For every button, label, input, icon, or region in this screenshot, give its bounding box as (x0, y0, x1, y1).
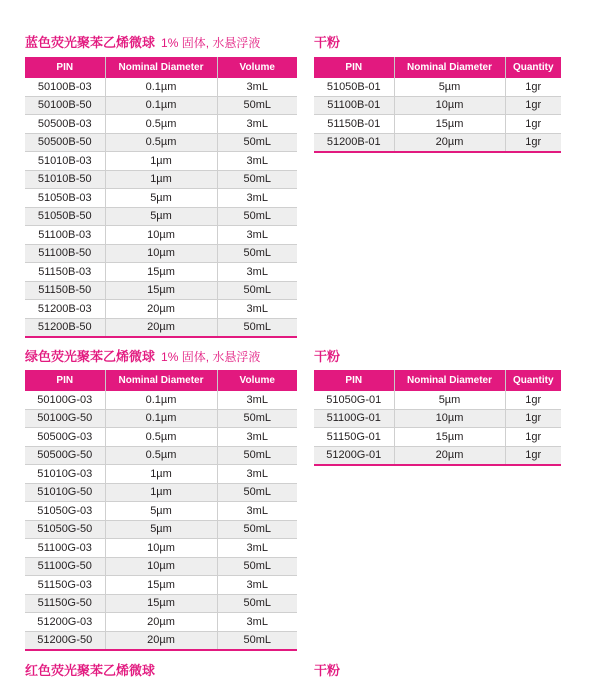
pin-cell: 51100B-03 (25, 226, 105, 245)
amount-cell: 3mL (217, 428, 297, 447)
amount-cell: 3mL (217, 539, 297, 558)
amount-cell: 50mL (217, 244, 297, 263)
column-header: Volume (217, 370, 297, 391)
pin-cell: 51100B-50 (25, 244, 105, 263)
diameter-cell: 5µm (105, 207, 217, 226)
pin-cell: 50500B-03 (25, 115, 105, 134)
amount-cell: 3mL (217, 152, 297, 171)
diameter-cell: 20µm (394, 446, 505, 465)
table-row (314, 446, 561, 465)
table-row (314, 133, 561, 152)
table-header-row (314, 57, 561, 78)
table-row (314, 391, 561, 409)
diameter-cell: 1µm (105, 170, 217, 189)
amount-cell: 3mL (217, 300, 297, 319)
pin-cell: 50100G-03 (25, 391, 105, 409)
blue-dry-table (314, 57, 561, 153)
column-header: Nominal Diameter (105, 370, 217, 391)
green-suspension-table (25, 370, 297, 651)
diameter-cell: 0.5µm (105, 446, 217, 465)
pin-cell: 51200B-01 (314, 133, 394, 152)
table-row (25, 613, 297, 632)
table-row (25, 133, 297, 152)
pin-cell: 51100B-01 (314, 96, 394, 115)
amount-cell: 3mL (217, 263, 297, 282)
diameter-cell: 0.1µm (105, 391, 217, 409)
amount-cell: 3mL (217, 189, 297, 208)
red-dry-title (314, 660, 340, 679)
amount-cell: 1gr (505, 133, 561, 152)
blue-title-text: 蓝色荧光聚苯乙烯微球 (25, 35, 156, 50)
green-section-title (25, 346, 260, 365)
pin-cell: 51100G-50 (25, 557, 105, 576)
diameter-cell: 0.1µm (105, 96, 217, 115)
diameter-cell: 0.5µm (105, 428, 217, 447)
amount-cell: 50mL (217, 557, 297, 576)
table-header-row (25, 370, 297, 391)
diameter-cell: 10µm (394, 409, 505, 428)
table-row (25, 300, 297, 319)
diameter-cell: 15µm (394, 115, 505, 134)
diameter-cell: 5µm (394, 78, 505, 96)
amount-cell: 3mL (217, 613, 297, 632)
table-row (25, 189, 297, 208)
blue-dry-title (314, 32, 340, 51)
red-dry-title-text: 干粉 (314, 663, 341, 678)
amount-cell: 50mL (217, 446, 297, 465)
diameter-cell: 20µm (394, 133, 505, 152)
green-dry-title (314, 346, 340, 365)
pin-cell: 51050B-03 (25, 189, 105, 208)
table-row (25, 152, 297, 171)
diameter-cell: 1µm (105, 152, 217, 171)
table-row (314, 115, 561, 134)
diameter-cell: 20µm (105, 613, 217, 632)
diameter-cell: 10µm (105, 539, 217, 558)
table-row (25, 631, 297, 650)
pin-cell: 51200B-50 (25, 318, 105, 337)
table-row (25, 483, 297, 502)
pin-cell: 50500B-50 (25, 133, 105, 152)
amount-cell: 1gr (505, 446, 561, 465)
column-header: Quantity (505, 370, 561, 391)
table-header-row (25, 57, 297, 78)
pin-cell: 50500G-03 (25, 428, 105, 447)
diameter-cell: 20µm (105, 318, 217, 337)
pin-cell: 51150B-03 (25, 263, 105, 282)
table-row (25, 263, 297, 282)
blue-suspension-table (25, 57, 297, 338)
pin-cell: 51150G-01 (314, 428, 394, 447)
table-row (25, 557, 297, 576)
green-dry-table (314, 370, 561, 466)
green-subtitle-text: 1% 固体, 水悬浮液 (161, 350, 261, 364)
pin-cell: 51150B-01 (314, 115, 394, 134)
column-header: Nominal Diameter (394, 370, 505, 391)
amount-cell: 1gr (505, 391, 561, 409)
red-title-text: 红色荧光聚苯乙烯微球 (25, 663, 156, 678)
diameter-cell: 5µm (394, 391, 505, 409)
diameter-cell: 0.1µm (105, 409, 217, 428)
table-row (25, 281, 297, 300)
table-row (25, 428, 297, 447)
column-header: Nominal Diameter (394, 57, 505, 78)
amount-cell: 50mL (217, 281, 297, 300)
diameter-cell: 5µm (105, 520, 217, 539)
pin-cell: 50500G-50 (25, 446, 105, 465)
pin-cell: 51010B-50 (25, 170, 105, 189)
table-row (314, 96, 561, 115)
amount-cell: 50mL (217, 133, 297, 152)
diameter-cell: 1µm (105, 465, 217, 484)
diameter-cell: 10µm (105, 226, 217, 245)
table-row (25, 170, 297, 189)
amount-cell: 50mL (217, 318, 297, 337)
column-header: Quantity (505, 57, 561, 78)
amount-cell: 1gr (505, 409, 561, 428)
pin-cell: 51100G-01 (314, 409, 394, 428)
amount-cell: 1gr (505, 78, 561, 96)
pin-cell: 51050G-50 (25, 520, 105, 539)
amount-cell: 50mL (217, 207, 297, 226)
green-title-text: 绿色荧光聚苯乙烯微球 (25, 349, 156, 364)
amount-cell: 50mL (217, 483, 297, 502)
amount-cell: 3mL (217, 576, 297, 595)
pin-cell: 51050B-50 (25, 207, 105, 226)
diameter-cell: 5µm (105, 189, 217, 208)
pin-cell: 50100B-03 (25, 78, 105, 96)
amount-cell: 1gr (505, 96, 561, 115)
diameter-cell: 0.1µm (105, 78, 217, 96)
diameter-cell: 0.5µm (105, 115, 217, 134)
pin-cell: 51010G-50 (25, 483, 105, 502)
table-row (314, 78, 561, 96)
table-row (25, 409, 297, 428)
table-row (25, 226, 297, 245)
table-row (25, 594, 297, 613)
diameter-cell: 15µm (105, 263, 217, 282)
diameter-cell: 0.5µm (105, 133, 217, 152)
diameter-cell: 1µm (105, 483, 217, 502)
pin-cell: 51050B-01 (314, 78, 394, 96)
table-row (314, 409, 561, 428)
column-header: PIN (314, 370, 394, 391)
diameter-cell: 10µm (105, 557, 217, 576)
diameter-cell: 15µm (105, 576, 217, 595)
red-section-title (25, 660, 155, 679)
pin-cell: 50100B-50 (25, 96, 105, 115)
table-row (25, 576, 297, 595)
pin-cell: 50100G-50 (25, 409, 105, 428)
pin-cell: 51150B-50 (25, 281, 105, 300)
amount-cell: 50mL (217, 96, 297, 115)
pin-cell: 51010G-03 (25, 465, 105, 484)
table-row (25, 115, 297, 134)
pin-cell: 51200G-03 (25, 613, 105, 632)
table-row (25, 244, 297, 263)
table-row (25, 78, 297, 96)
pin-cell: 51200G-01 (314, 446, 394, 465)
amount-cell: 1gr (505, 428, 561, 447)
amount-cell: 3mL (217, 391, 297, 409)
diameter-cell: 20µm (105, 300, 217, 319)
amount-cell: 3mL (217, 465, 297, 484)
blue-subtitle-text: 1% 固体, 水悬浮液 (161, 36, 261, 50)
table-row (25, 391, 297, 409)
table-row (25, 207, 297, 226)
table-row (314, 428, 561, 447)
amount-cell: 3mL (217, 502, 297, 521)
amount-cell: 50mL (217, 520, 297, 539)
table-row (25, 465, 297, 484)
column-header: Nominal Diameter (105, 57, 217, 78)
pin-cell: 51100G-03 (25, 539, 105, 558)
table-row (25, 318, 297, 337)
amount-cell: 50mL (217, 594, 297, 613)
pin-cell: 51010B-03 (25, 152, 105, 171)
table-row (25, 96, 297, 115)
pin-cell: 51200G-50 (25, 631, 105, 650)
amount-cell: 50mL (217, 409, 297, 428)
diameter-cell: 10µm (394, 96, 505, 115)
table-header-row (314, 370, 561, 391)
diameter-cell: 15µm (105, 281, 217, 300)
diameter-cell: 15µm (105, 594, 217, 613)
diameter-cell: 5µm (105, 502, 217, 521)
pin-cell: 51200B-03 (25, 300, 105, 319)
pin-cell: 51150G-50 (25, 594, 105, 613)
blue-dry-title-text: 干粉 (314, 35, 341, 50)
amount-cell: 3mL (217, 78, 297, 96)
table-row (25, 520, 297, 539)
column-header: Volume (217, 57, 297, 78)
pin-cell: 51050G-01 (314, 391, 394, 409)
diameter-cell: 15µm (394, 428, 505, 447)
amount-cell: 50mL (217, 170, 297, 189)
diameter-cell: 20µm (105, 631, 217, 650)
amount-cell: 1gr (505, 115, 561, 134)
amount-cell: 50mL (217, 631, 297, 650)
green-dry-title-text: 干粉 (314, 349, 341, 364)
column-header: PIN (25, 57, 105, 78)
pin-cell: 51150G-03 (25, 576, 105, 595)
amount-cell: 3mL (217, 226, 297, 245)
table-row (25, 446, 297, 465)
column-header: PIN (25, 370, 105, 391)
diameter-cell: 10µm (105, 244, 217, 263)
amount-cell: 3mL (217, 115, 297, 134)
pin-cell: 51050G-03 (25, 502, 105, 521)
table-row (25, 502, 297, 521)
blue-section-title (25, 32, 260, 51)
column-header: PIN (314, 57, 394, 78)
table-row (25, 539, 297, 558)
